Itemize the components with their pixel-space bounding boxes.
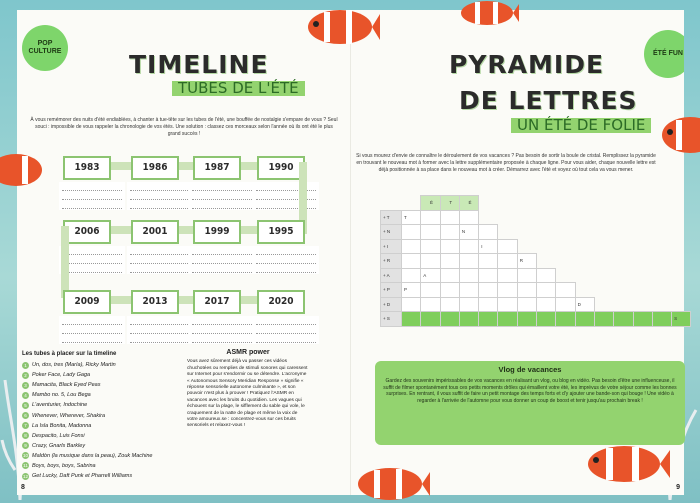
timeline-connector (61, 226, 69, 298)
songs-list-title: Les tubes à placer sur la timeline (22, 351, 117, 357)
list-item: 6 Whenever, Wherever, Shakira (22, 410, 182, 420)
left-page (17, 10, 350, 495)
answer-field[interactable] (253, 182, 319, 210)
pyramid-row-label: + P (381, 283, 402, 298)
answer-field[interactable] (59, 316, 125, 344)
list-item: 3 Mamacita, Black Eyed Peas (22, 380, 182, 390)
letter-pyramid (380, 195, 691, 327)
pyramid-header-cell: É (459, 196, 478, 211)
list-item: 11 Boys, boys, boys, Sabrina (23, 462, 96, 469)
page-number-left: 8 (21, 484, 25, 491)
pyramid-row-label: + S (381, 312, 402, 327)
answer-field[interactable] (253, 316, 319, 344)
songs-list (22, 351, 182, 481)
pyramid-row-label: + N (381, 225, 402, 240)
answer-field[interactable] (59, 182, 125, 210)
ete-fun-badge (644, 30, 684, 78)
year-box: 1983 (63, 156, 111, 180)
clownfish-icon (350, 462, 430, 502)
pop-culture-badge (22, 25, 68, 71)
vlog-text: Gardez des souvenirs impérissables de vos vacances en réalisant un vlog, ou blog en vidéo. Pas besoin d'être une influenceuse, il suffit de filmer spontanément tous ces petits moments drôles qui émaillent votre été, les imprévus de votre séjour comme les bonnes surprises. En rentrant, il vous suffit de faire un petit montage des temps forts et d'y ajouter une bande-son qui bouge ! Une vidéo à regarder à l'arrivée de l'automne pour vous donner un coup de boost et tenir jusqu'au prochain break ! (383, 377, 677, 405)
answer-field[interactable] (127, 182, 193, 210)
pyramid-cell[interactable]: A (421, 268, 440, 283)
answer-field[interactable] (189, 182, 255, 210)
list-item: 5 L'aventurier, Indochine (22, 400, 182, 410)
clownfish-icon (455, 0, 519, 26)
pyramid-row-label: + D (381, 297, 402, 312)
vlog-box (375, 361, 685, 445)
answer-field[interactable] (127, 246, 193, 274)
year-box: 1987 (193, 156, 241, 180)
pyramid-cell[interactable]: T (402, 210, 421, 225)
asmr-title: ASMR power (226, 349, 270, 356)
answer-field[interactable] (253, 246, 319, 274)
year-box: 2013 (131, 290, 179, 314)
clownfish-icon (300, 2, 380, 52)
year-box: 2020 (257, 290, 305, 314)
pyramid-cell[interactable]: S (672, 312, 691, 327)
pyramid-header-cell: É (421, 196, 440, 211)
pyramid-header-cell: T (440, 196, 459, 211)
timeline-row-2 (63, 220, 303, 278)
vlog-title: Vlog de vacances (498, 365, 562, 374)
year-box: 2009 (63, 290, 111, 314)
pop-culture-badge-text: POP CULTURE (28, 40, 62, 55)
pyramid-subtitle: UN ÉTÉ DE FOLIE (511, 118, 651, 133)
asmr-box (187, 350, 309, 430)
pyramid-row-label: + R (381, 254, 402, 269)
year-box: 2001 (131, 220, 179, 244)
year-box: 1995 (257, 220, 305, 244)
list-item: 8 Despacito, Luis Fonsi (22, 431, 182, 441)
pyramid-intro: Si vous mourez d'envie de connaître le déroulement de vos vacances ? Pas besoin de sortir la boule de cristal. Remplissez la pyramide en trouvant le nouveau mot à former avec la lettre supplémentaire proposée à chaque ligne. Pour vous aider, chaque nouvelle lettre est déjà positionnée à sa place dans le nouveau mot à créer. Démarrez avec l'été et voyez où tout cela va vous mener. (356, 153, 656, 173)
list-item: 12 Get Lucky, Daft Punk et Pharrell Williams (22, 473, 133, 480)
timeline-title: TIMELINE (129, 50, 269, 79)
ete-fun-badge-text: ÉTÉ FUN (653, 50, 683, 57)
list-item: 10 Maldòn (la musique dans la peau), Zouk Machine (22, 452, 153, 459)
pyramid-title-line1: PYRAMIDE (449, 50, 605, 79)
pyramid-cell[interactable]: N (459, 225, 478, 240)
pyramid-row-label: + T (381, 210, 402, 225)
answer-field[interactable] (189, 246, 255, 274)
pyramid-cell[interactable]: P (402, 283, 421, 298)
timeline-intro: À vous remémorer des nuits d'été endiablées, à chanter à tue-tête sur les tubes de l'été, une bouffée de nostalgie s'empare de vous ? Seul souci : impossible de vous rappeler la chronologie de vos étés. Une solution : classez ces morceaux selon l'année où ils ont été le plus grand succès ! (30, 117, 338, 137)
year-box: 1986 (131, 156, 179, 180)
timeline-subtitle: TUBES DE L'ÉTÉ (172, 81, 305, 96)
pyramid-title-line2: DE LETTRES (459, 86, 638, 115)
asmr-text: Vous avez sûrement déjà vu passer ces vidéos chuchotées ou remplies de stimuli sonores qui caressent sur Internet pour s'endormir ou se détendre. L'acronyme « Autonomous Sensory Meridian Response » signifie « réponse sensorielle autonome culminante », et son pouvoir n'est plus à prouver ! Pratiquez l'ASMR en vacances avec les bruits du quotidien. Les vagues qui échouent sur la plage, le sifflement du sable qui vole, le craquement de la natte de plage et même la voix de votre amoureux.se : concentrez-vous sur ces bruits sensoriels et relaxez-vous ! (187, 359, 308, 429)
year-box: 1990 (257, 156, 305, 180)
clownfish-icon (660, 110, 700, 160)
clownfish-icon (580, 438, 670, 488)
year-box: 1999 (193, 220, 241, 244)
list-item: 2 Poker Face, Lady Gaga (22, 370, 182, 380)
pyramid-cell[interactable]: I (479, 239, 498, 254)
pyramid-row-label: + I (381, 239, 402, 254)
pyramid-cell[interactable]: D (575, 297, 594, 312)
answer-field[interactable] (127, 316, 193, 344)
list-item: 4 Mambo no. 5, Lou Bega (22, 390, 182, 400)
timeline-row-3 (63, 290, 303, 348)
page-number-right: 9 (676, 484, 680, 491)
list-item: 9 Crazy, Gnarls Barkley (22, 441, 182, 451)
timeline-row-1 (63, 156, 303, 214)
pyramid-cell[interactable]: R (517, 254, 536, 269)
answer-field[interactable] (189, 316, 255, 344)
list-item: 7 La Isla Bonita, Madonna (22, 421, 182, 431)
year-box: 2017 (193, 290, 241, 314)
clownfish-icon (0, 150, 44, 190)
list-item: 1 Un, dos, tres (María), Ricky Martin (22, 360, 182, 370)
pyramid-row-label: + A (381, 268, 402, 283)
year-box: 2006 (63, 220, 111, 244)
